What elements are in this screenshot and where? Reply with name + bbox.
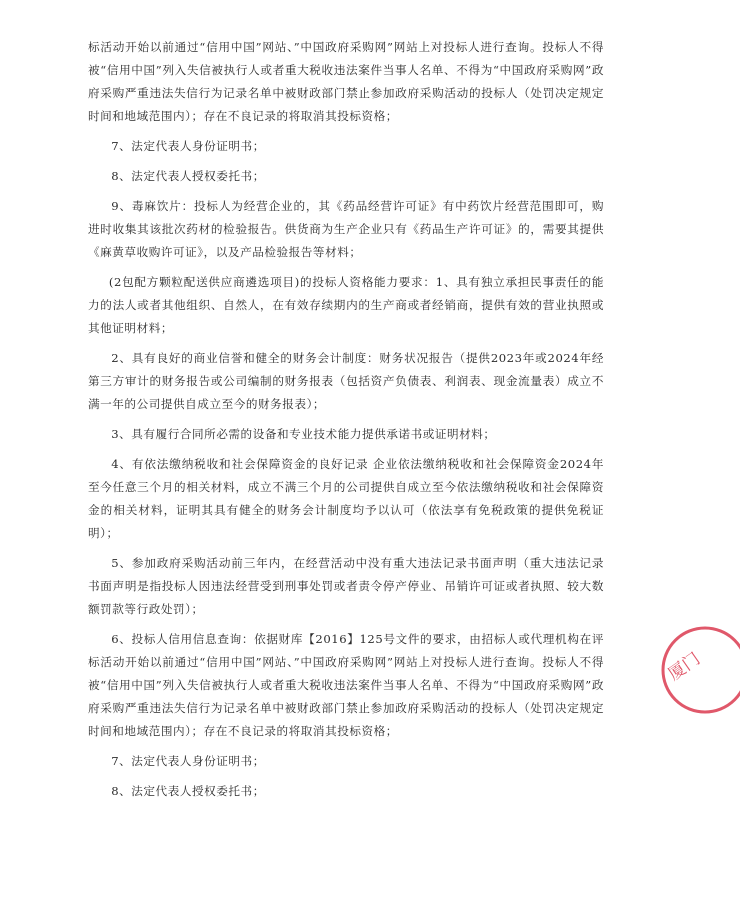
paragraph-item-7: 7、法定代表人身份证明书； [111,139,265,153]
paragraph-item-5-no-violation: 5、参加政府采购活动前三年内，在经营活动中没有重大违法记录书面声明（重大违法记录书面声明是指投标人因违法经营受到刑事处罚或者责令停产停业、吊销许可证或者执照、较大数额罚款等行政处罚）； [88,556,604,616]
paragraph-item-4-tax: 4、有依法缴纳税收和社会保障资金的良好记录 企业依法缴纳税收和社会保障资金2024年至今任意三个月的相关材料，成立不满三个月的公司提供自成立至今依法缴纳税收和社会保障资金的相关材料，证明其具有健全的财务会计制度均予以认可（依法享有免税政策的提供免税证明）； [88,457,604,540]
paragraph-item-2-finance: 2、具有良好的商业信誉和健全的财务会计制度：财务状况报告（提供2023年或2024年经第三方审计的财务报告或公司编制的财务报表（包括资产负债表、利润表、现金流量表）成立不满一年的公司提供自成立至今的财务报表）； [88,351,604,411]
paragraph-item-9-narcotic-pieces: 9、毒麻饮片：投标人为经营企业的，其《药品经营许可证》有中药饮片经营范围即可，购进时收集其该批次药材的检验报告。供货商为生产企业只有《药品生产许可证》的，需要其提供《麻黄草收购许可证》，以及产品检验报告等材料； [88,199,604,259]
paragraph-item-8-repeat: 8、法定代表人授权委托书； [111,784,265,798]
paragraph-item-3-equipment: 3、具有履行合同所必需的设备和专业技术能力提供承诺书或证明材料； [111,427,496,441]
paragraph-item-6-credit-check: 6、投标人信用信息查询：依据财库【2016】125号文件的要求，由招标人或代理机构在评标活动开始以前通过“信用中国”网站、”中国政府采购网”网站上对投标人进行查询。投标人不得被“信用中国”列入失信被执行人或者重大税收违法案件当事人名单、不得为“中国政府采购网”政府采购严重违法失信行为记录名单中被财政部门禁止参加政府采购活动的投标人（处罚决定规定时间和地域范围内）；存在不良记录的将取消其投标资格； [88,632,604,738]
seal-stamp [650,622,740,718]
paragraph-credit-check-continued: 标活动开始以前通过“信用中国”网站、”中国政府采购网”网站上对投标人进行查询。投标人不得被“信用中国”列入失信被执行人或者重大税收违法案件当事人名单、不得为“中国政府采购网”政府采购严重违法失信行为记录名单中被财政部门禁止参加政府采购活动的投标人（处罚决定规定时间和地域范围内）；存在不良记录的将取消其投标资格； [88,40,604,123]
paragraph-package-2-qualification: (2包配方颗粒配送供应商遴选项目)的投标人资格能力要求：1、具有独立承担民事责任的能力的法人或者其他组织、自然人，在有效存续期内的生产商或者经销商，提供有效的营业执照或其他证明材料； [88,275,604,335]
paragraph-item-7-repeat: 7、法定代表人身份证明书； [111,754,265,768]
document-body [88,36,604,810]
seal-text: 厦门 [664,648,705,685]
paragraph-item-8: 8、法定代表人授权委托书； [111,169,265,183]
